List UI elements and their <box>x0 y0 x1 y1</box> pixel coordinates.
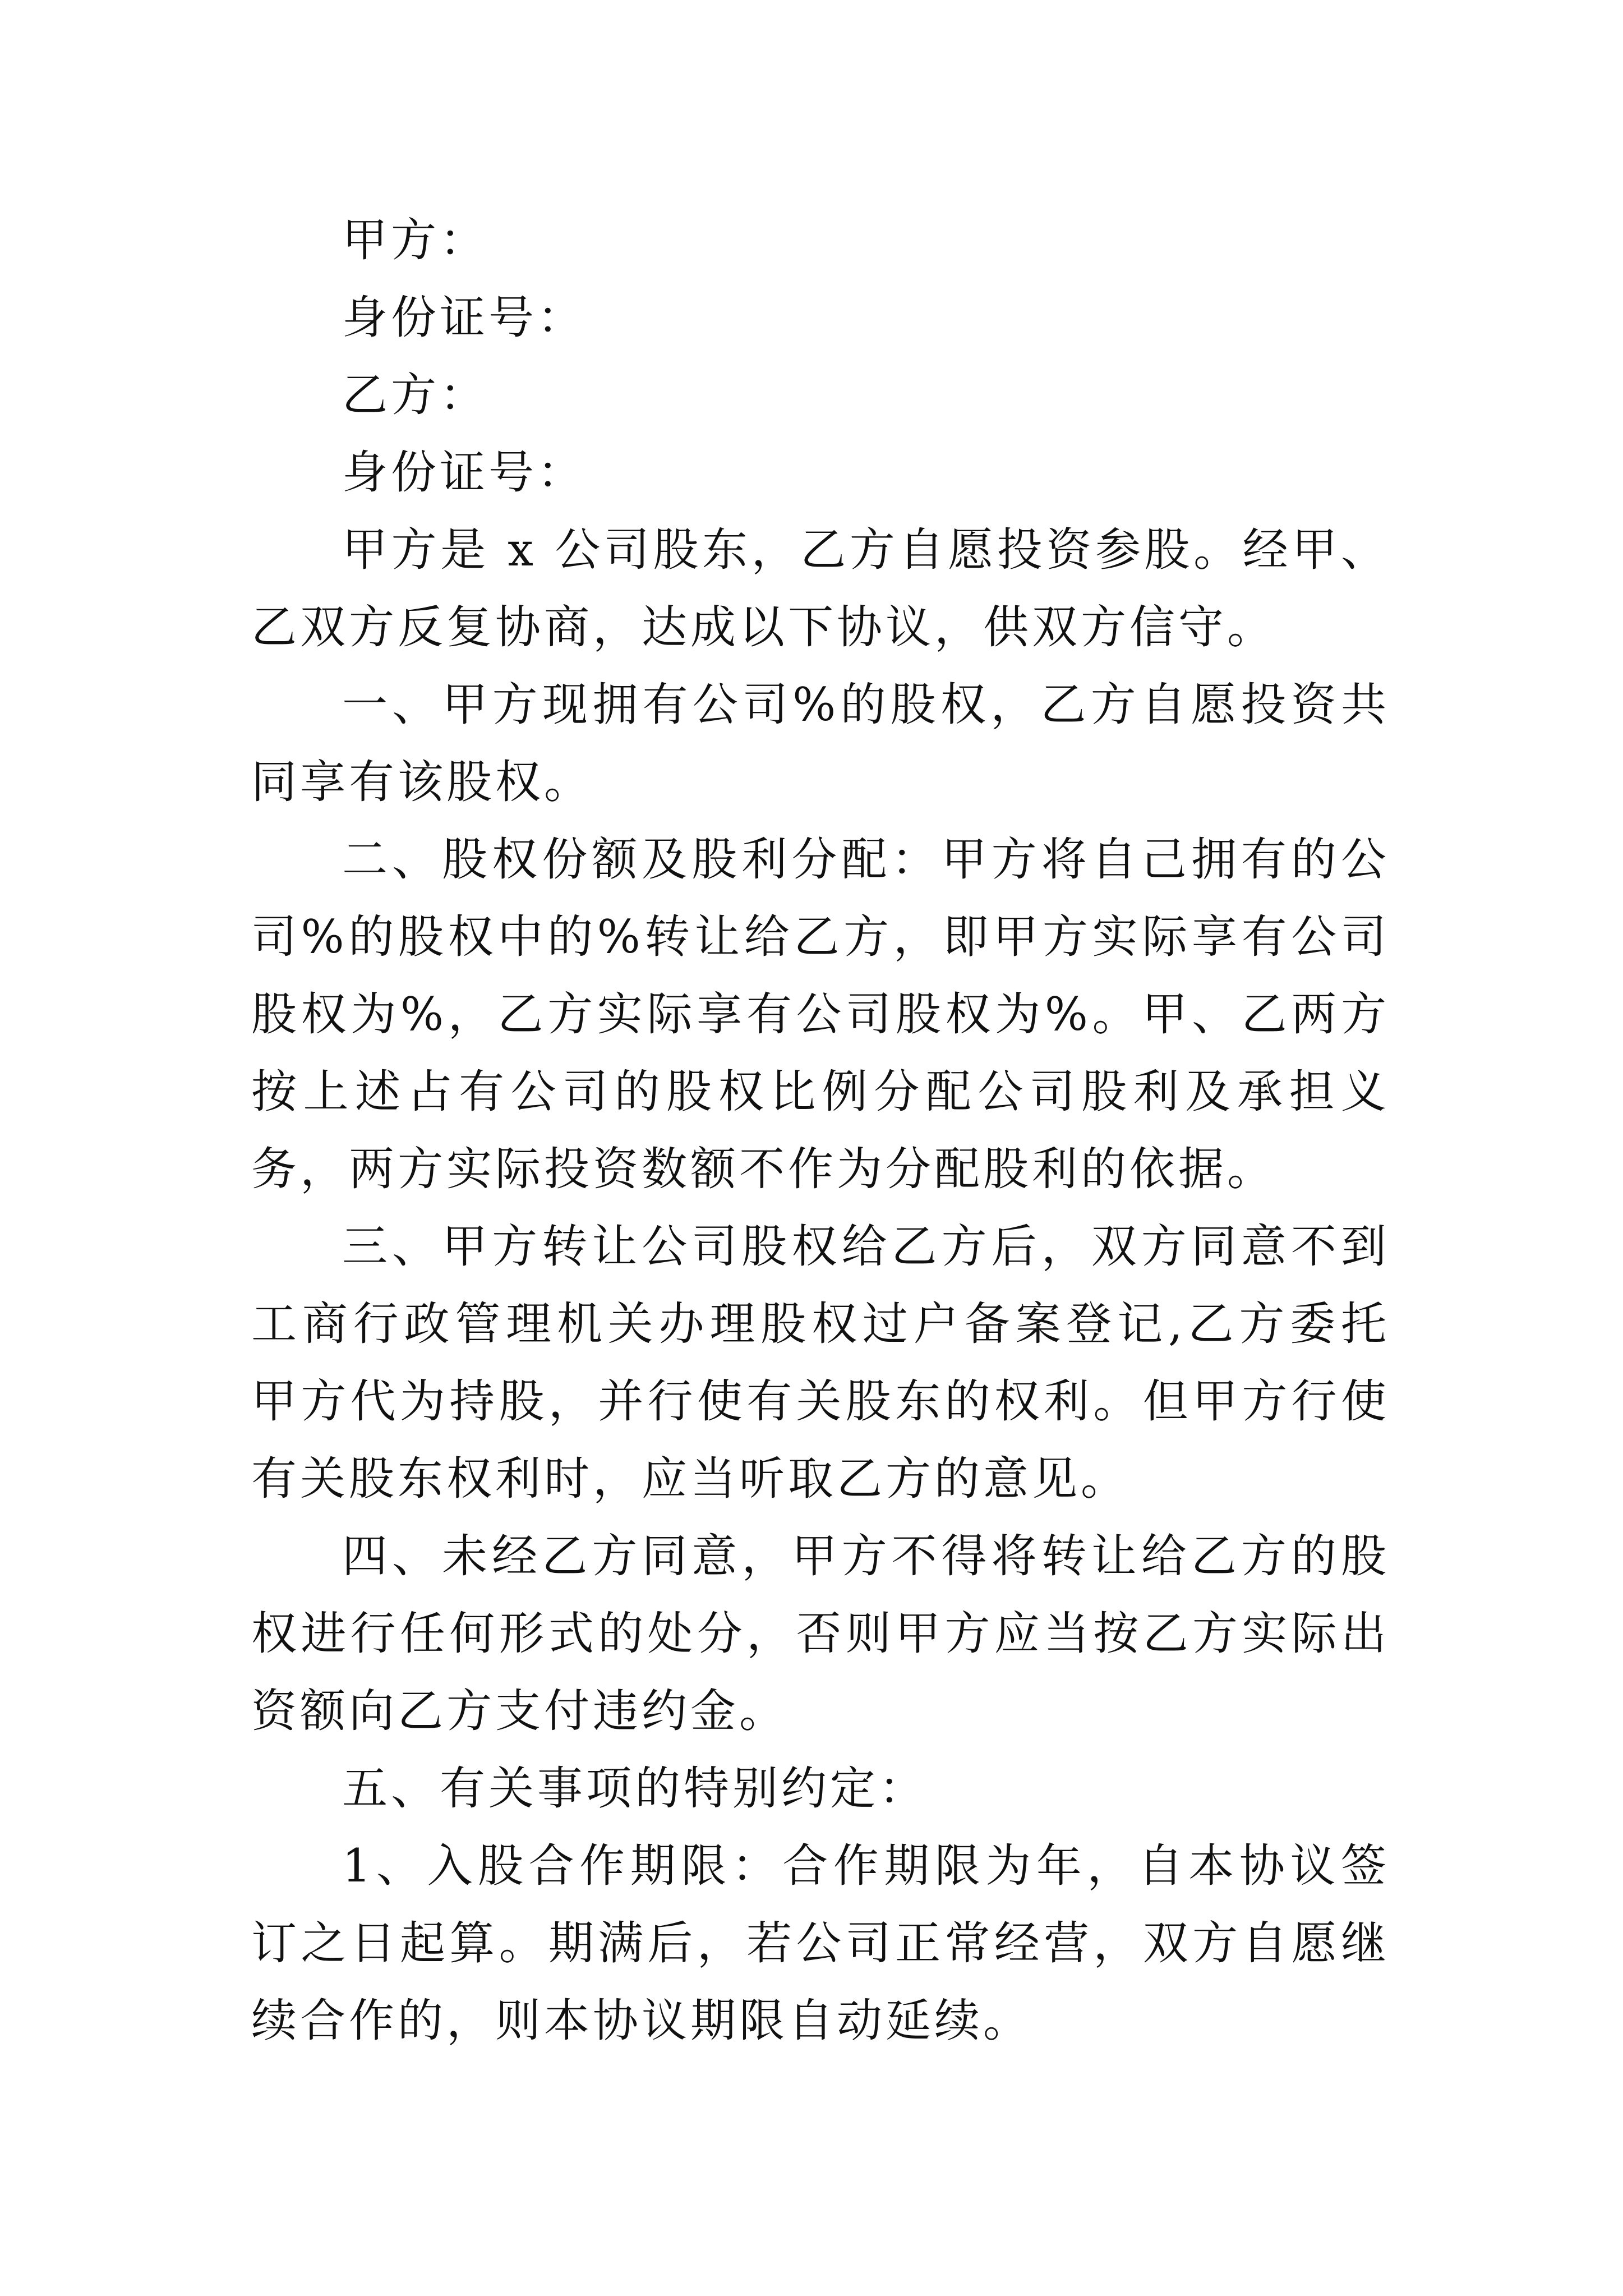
preamble-paragraph: 甲方是 x 公司股东，乙方自愿投资参股。经甲、乙双方反复协商，达成以下协议，供双方信守。 <box>251 524 1390 654</box>
clause-5-heading: 五、有关事项的特别约定： <box>342 1763 928 1815</box>
party-b-label: 乙方： <box>342 369 489 422</box>
party-a-id-label: 身份证号： <box>342 292 587 344</box>
document-body <box>251 202 1390 2060</box>
clause-5-item-1-paragraph: 1、入股合作期限：合作期限为年，自本协议签订之日起算。期满后，若公司正常经营，双方自愿继续合作的，则本协议期限自动延续。 <box>251 1840 1390 2047</box>
clause-4-paragraph: 四、未经乙方同意，甲方不得将转让给乙方的股权进行任何形式的处分，否则甲方应当按乙方实际出资额向乙方支付违约金。 <box>251 1530 1390 1738</box>
clause-1-paragraph: 一、甲方现拥有公司%的股权，乙方自愿投资共同享有该股权。 <box>251 679 1390 809</box>
party-a-label: 甲方： <box>342 214 489 267</box>
party-b-id-label: 身份证号： <box>342 447 587 499</box>
clause-3-paragraph: 三、甲方转让公司股权给乙方后，双方同意不到工商行政管理机关办理股权过户备案登记,乙方委托甲方代为持股，并行使有关股东的权利。但甲方行使有关股东权利时，应当听取乙方的意见。 <box>251 1221 1390 1506</box>
clause-2-paragraph: 二、股权份额及股利分配：甲方将自己拥有的公司%的股权中的%转让给乙方，即甲方实际享有公司股权为%，乙方实际享有公司股权为%。甲、乙两方按上述占有公司的股权比例分配公司股利及承担义务，两方实际投资数额不作为分配股利的依据。 <box>251 834 1390 1196</box>
